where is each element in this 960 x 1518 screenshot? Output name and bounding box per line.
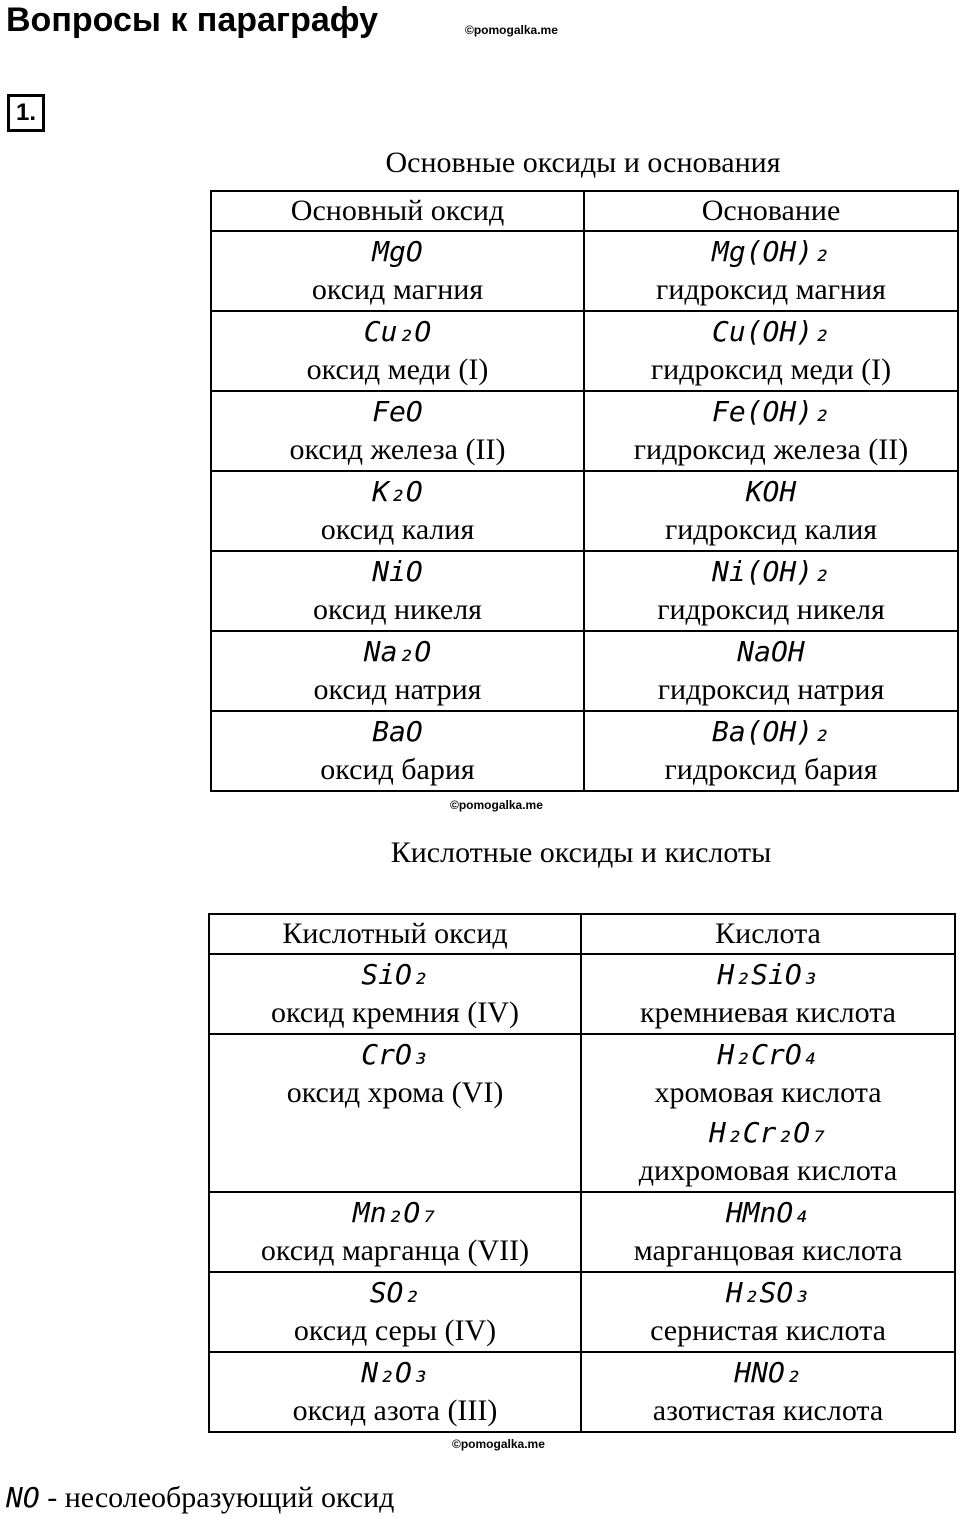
- table-row: [209, 1192, 955, 1272]
- oxide-formula: K₂O: [372, 475, 423, 508]
- acid-formula: H₂CrO₄: [717, 1038, 819, 1071]
- watermark: ©pomogalka.me: [450, 798, 543, 812]
- base-name: гидроксид калия: [664, 513, 878, 546]
- base-cell: [584, 631, 958, 711]
- oxide-cell: [209, 1352, 581, 1432]
- table-row: [209, 1034, 955, 1192]
- footnote-text: - несолеобразующий оксид: [39, 1481, 395, 1514]
- acid-formula: H₂Cr₂O₇: [708, 1116, 827, 1149]
- oxide-name: оксид азота (III): [292, 1394, 498, 1427]
- base-name: гидроксид меди (I): [650, 353, 892, 386]
- base-formula: Ba(OH)₂: [711, 715, 830, 748]
- table-row: [211, 471, 958, 551]
- oxide-cell: [209, 1272, 581, 1352]
- acidic-section-title: Кислотные оксиды и кислоты: [390, 836, 772, 869]
- oxide-cell: [211, 551, 584, 631]
- page-title: Вопросы к параграфу: [6, 1, 378, 39]
- oxide-formula: CrO₃: [361, 1038, 429, 1071]
- column-header-acid: Кислота: [581, 914, 955, 954]
- oxide-formula: SiO₂: [361, 958, 429, 991]
- oxide-name: оксид марганца (VII): [260, 1234, 530, 1267]
- oxide-cell: [211, 471, 584, 551]
- acid-cell: [581, 954, 955, 1034]
- base-cell: [584, 231, 958, 311]
- acid-cell: [581, 1272, 955, 1352]
- table-row: [209, 954, 955, 1034]
- oxide-name: оксид железа (II): [289, 433, 506, 466]
- oxide-cell: [209, 1034, 581, 1192]
- acid-name: марганцовая кислота: [633, 1234, 903, 1267]
- oxide-formula: N₂O₃: [361, 1356, 429, 1389]
- oxide-name: оксид меди (I): [306, 353, 489, 386]
- base-name: гидроксид железа (II): [633, 433, 909, 466]
- oxide-cell: [211, 391, 584, 471]
- oxide-formula: Cu₂O: [363, 315, 432, 348]
- table-row: [209, 1352, 955, 1432]
- oxide-formula: MgO: [372, 235, 423, 268]
- oxide-name: оксид натрия: [313, 673, 482, 706]
- oxide-formula: SO₂: [369, 1276, 421, 1309]
- base-formula: Cu(OH)₂: [711, 315, 830, 348]
- base-name: гидроксид магния: [656, 273, 886, 306]
- table-row: [211, 711, 958, 791]
- watermark: ©pomogalka.me: [452, 1437, 545, 1451]
- oxide-name: оксид магния: [311, 273, 484, 306]
- oxide-name: оксид серы (IV): [293, 1314, 497, 1347]
- base-cell: [584, 391, 958, 471]
- table-row: [211, 551, 958, 631]
- oxide-formula: Mn₂O₇: [352, 1196, 438, 1229]
- question-number: 1.: [7, 94, 45, 132]
- oxide-cell: [211, 231, 584, 311]
- oxide-formula: Na₂O: [363, 635, 432, 668]
- oxide-cell: [211, 711, 584, 791]
- base-name: гидроксид натрия: [657, 673, 885, 706]
- column-header-basic-oxide: Основный оксид: [211, 191, 584, 231]
- acid-cell: [581, 1034, 955, 1192]
- acid-name: кремниевая кислота: [640, 996, 896, 1029]
- base-formula: KOH: [745, 475, 797, 508]
- acid-formula: H₂SiO₃: [717, 958, 819, 991]
- base-cell: [584, 551, 958, 631]
- oxide-name: оксид хрома (VI): [286, 1076, 504, 1109]
- oxide-name: оксид бария: [320, 753, 475, 786]
- oxide-formula: BaO: [372, 715, 423, 748]
- acid-cell: [581, 1192, 955, 1272]
- column-header-acidic-oxide: Кислотный оксид: [209, 914, 581, 954]
- table-row: [209, 1272, 955, 1352]
- acid-cell: [581, 1352, 955, 1432]
- basic-oxides-table: [210, 190, 959, 792]
- footnote-formula: NO: [6, 1481, 40, 1514]
- acid-name: хромовая кислота: [654, 1076, 882, 1109]
- table-header-row: [209, 914, 955, 954]
- acid-name: азотистая кислота: [652, 1394, 884, 1427]
- watermark: ©pomogalka.me: [465, 23, 558, 37]
- oxide-cell: [209, 1192, 581, 1272]
- acid-name: сернистая кислота: [650, 1314, 886, 1347]
- acidic-oxides-table: [208, 913, 956, 1433]
- oxide-cell: [211, 311, 584, 391]
- column-header-base: Основание: [584, 191, 958, 231]
- oxide-formula: NiO: [372, 555, 423, 588]
- oxide-cell: [211, 631, 584, 711]
- table-row: [211, 391, 958, 471]
- base-formula: NaOH: [737, 635, 805, 668]
- base-name: гидроксид никеля: [657, 593, 885, 626]
- oxide-name: оксид кремния (IV): [271, 996, 519, 1029]
- base-formula: Mg(OH)₂: [711, 235, 830, 268]
- acid-formula: HNO₂: [734, 1356, 802, 1389]
- footnote: [6, 1478, 394, 1518]
- base-formula: Ni(OH)₂: [711, 555, 830, 588]
- table-row: [211, 311, 958, 391]
- acid-formula: H₂SO₃: [725, 1276, 811, 1309]
- base-cell: [584, 711, 958, 791]
- oxide-cell: [209, 954, 581, 1034]
- basic-section-title: Основные оксиды и основания: [385, 146, 781, 179]
- base-cell: [584, 471, 958, 551]
- table-row: [211, 631, 958, 711]
- base-formula: Fe(OH)₂: [711, 395, 830, 428]
- oxide-formula: FeO: [372, 395, 423, 428]
- table-header-row: [211, 191, 958, 231]
- oxide-name: оксид калия: [320, 513, 475, 546]
- acid-formula: HMnO₄: [725, 1196, 811, 1229]
- oxide-name: оксид никеля: [313, 593, 482, 626]
- base-name: гидроксид бария: [664, 753, 878, 786]
- acid-name: дихромовая кислота: [638, 1154, 898, 1187]
- table-row: [211, 231, 958, 311]
- base-cell: [584, 311, 958, 391]
